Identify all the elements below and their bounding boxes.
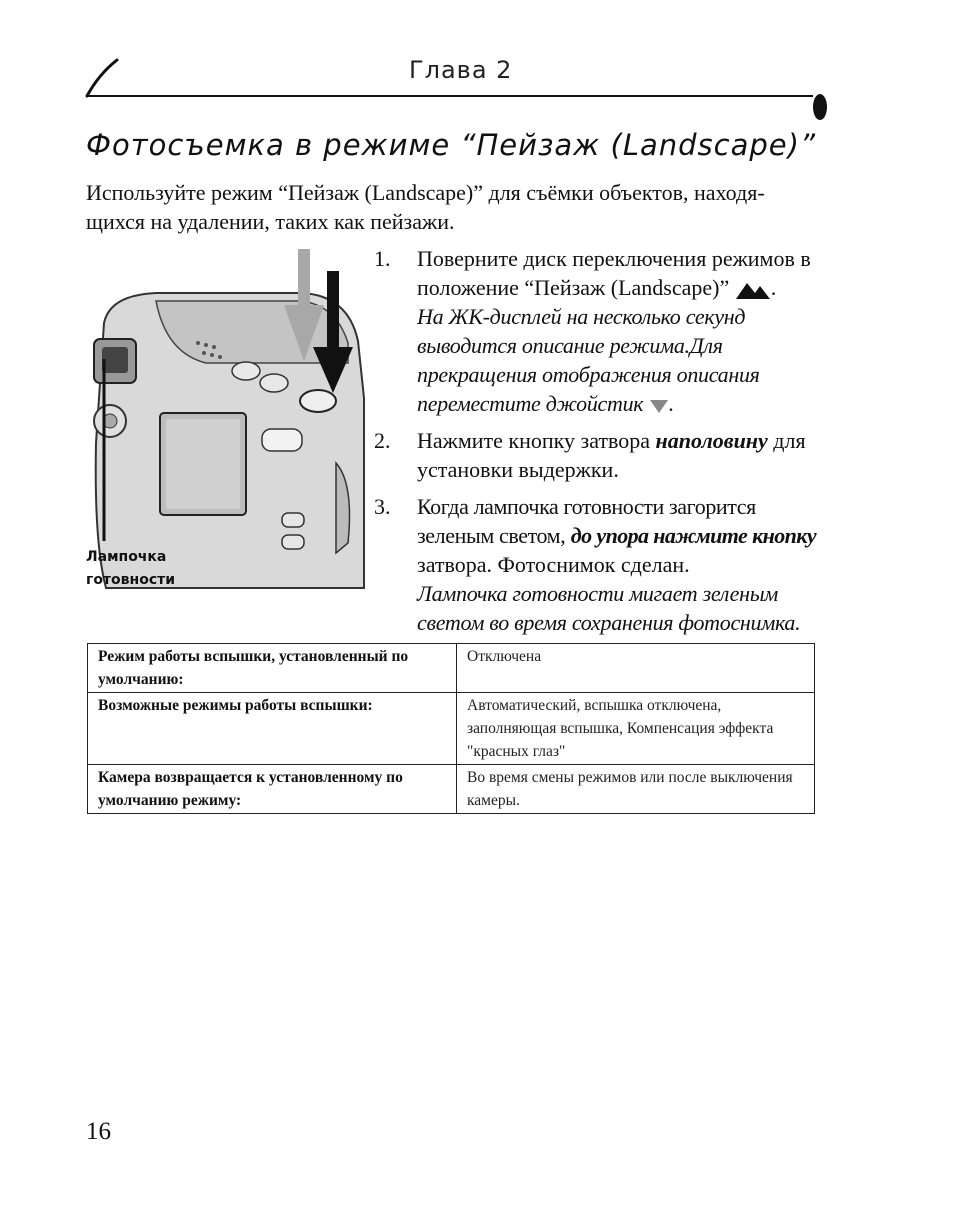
- step-list: [372, 244, 832, 637]
- step-2: [372, 426, 832, 484]
- table-value: Отключена: [457, 644, 815, 693]
- table-label: Режим работы вспышки, установленный по умолчанию:: [88, 644, 457, 693]
- step-text: для установки выдержки.: [417, 428, 806, 482]
- arrow-down-icon: [649, 398, 669, 414]
- chapter-header: [85, 52, 830, 122]
- caption-line: Лампочка: [86, 549, 167, 565]
- table-row: [88, 765, 815, 814]
- figure-caption: [86, 546, 175, 592]
- step-text: Когда лампочка готовности загорится зеленым светом,: [417, 494, 756, 548]
- landscape-mode-icon: [735, 280, 771, 300]
- step-text: Нажмите кнопку затвора: [417, 428, 651, 453]
- step-number: 3.: [374, 494, 391, 519]
- section-title: Фотосъемка в режиме “Пейзаж (Landscape)”: [86, 128, 816, 162]
- table-label: Возможные режимы работы вспышки:: [88, 693, 457, 765]
- flash-info-table: [87, 643, 815, 814]
- table-row: [88, 644, 815, 693]
- step-emphasis: до упора нажмите кнопку: [570, 523, 816, 548]
- table-row: [88, 693, 815, 765]
- table-value: Во время смены режимов или после выключения камеры.: [457, 765, 815, 814]
- step-number: 1.: [374, 246, 391, 271]
- caption-line: готовности: [86, 572, 176, 588]
- step-note-end: .: [668, 391, 674, 416]
- step-number: 2.: [374, 428, 391, 453]
- step-text: затвора. Фотоснимок сделан.: [417, 552, 690, 577]
- step-1: [372, 244, 832, 418]
- step-note: Лампочка готовности мигает зеленым светом во время сохранения фотоснимка.: [417, 581, 801, 635]
- step-note: На ЖК-дисплей на несколько секунд выводится описание режима.Для прекращения отображения описания переместите джойстик: [417, 304, 760, 416]
- table-value: Автоматический, вспышка отключена, заполняющая вспышка, Компенсация эффекта "красных глаз": [457, 693, 815, 765]
- chapter-title: Глава 2: [409, 56, 513, 84]
- page-number: 16: [86, 1118, 111, 1145]
- step-emphasis: наполовину: [655, 428, 768, 453]
- step-text: Поверните диск переключения режимов в положение “Пейзаж (Landscape)”: [417, 246, 811, 300]
- table-label: Камера возвращается к установленному по умолчанию режиму:: [88, 765, 457, 814]
- intro-paragraph: Используйте режим “Пейзаж (Landscape)” для съёмки объектов, находя-щихся на удалении, таких как пейзажи.: [86, 180, 765, 234]
- step-3: [372, 492, 832, 637]
- step-text-end: .: [770, 275, 777, 300]
